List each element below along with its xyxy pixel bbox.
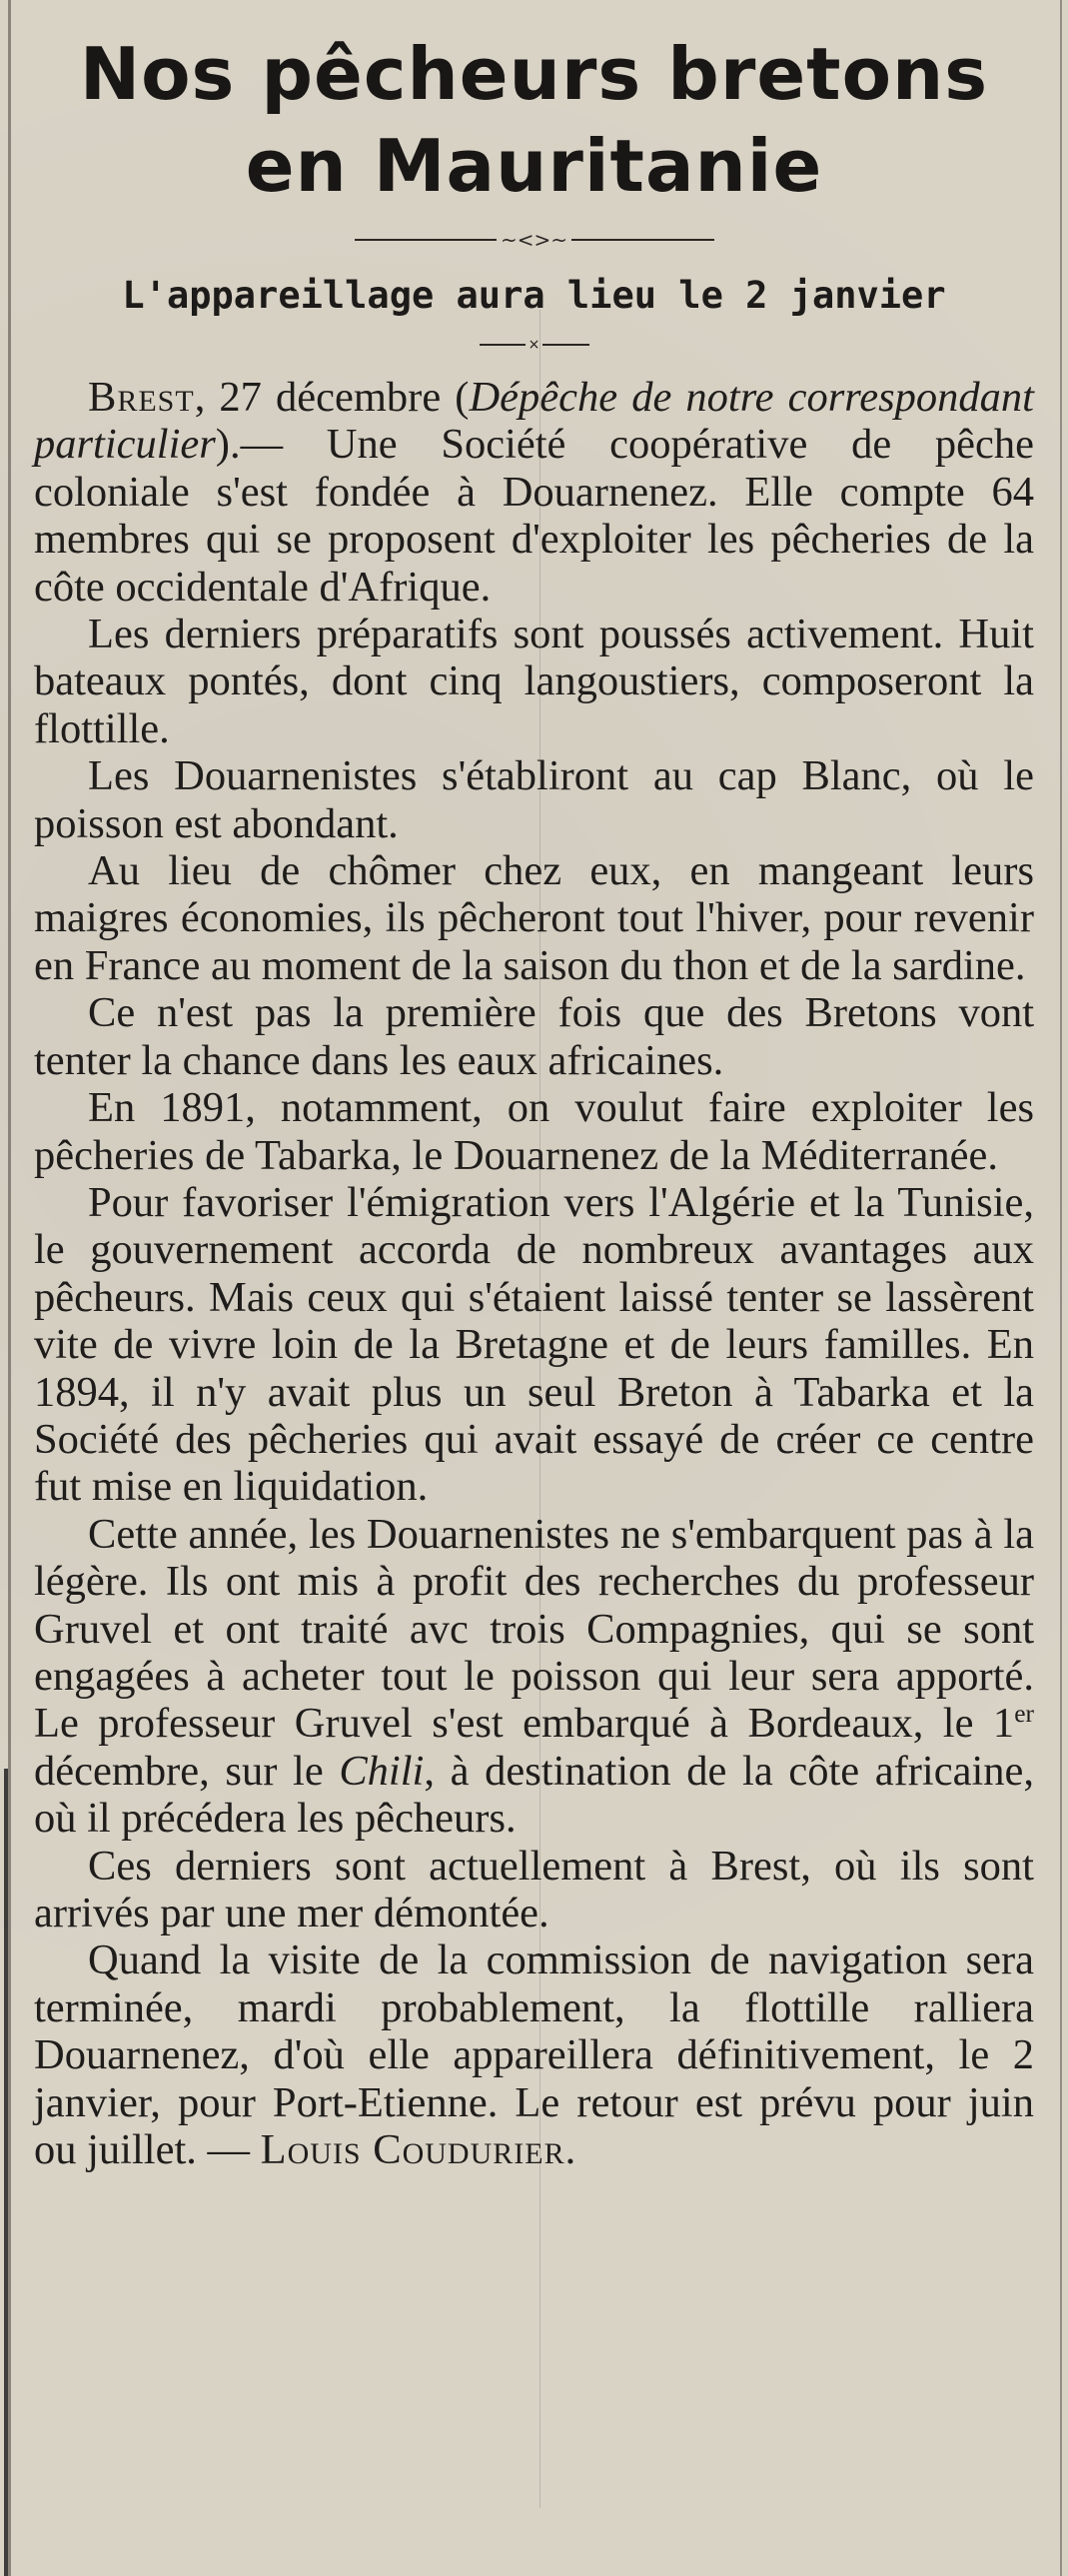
paragraph-6: En 1891, notamment, on voulut faire exploiter les pêcheries de Tabarka, le Douarnenez de la Méditerranée. [34,1084,1034,1179]
ornament-line-left [355,239,497,241]
paragraph-5: Ce n'est pas la première fois que des Bretons vont tenter la chance dans les eaux africaines. [34,989,1034,1084]
dateline-dispatch: Dépêche de notre correspondant particulier [34,374,1034,469]
paragraph-10 [34,1936,1034,2173]
headline-ornament-rule [355,230,714,250]
ordinal-superscript: er [1014,1699,1034,1729]
paragraph-8 [34,1511,1034,1843]
small-ornament-line-left [480,344,526,346]
paragraph-8-text-c: , à destination de la côte africaine, où il précédera les pêcheurs. [34,1747,1034,1843]
page-edge-right [1060,0,1062,2576]
column-rule-left [4,1769,8,2576]
paragraph-8-text-b: décembre, sur le [34,1747,340,1795]
headline-line-1: Nos pêcheurs bretons [79,32,989,116]
paragraph-10-end: . [564,2126,576,2174]
headline-line-2: en Mauritanie [245,124,823,208]
paragraph-2: Les derniers préparatifs sont poussés activement. Huit bateaux pontés, dont cinq langoustiers, composeront la flottille. [34,611,1034,752]
paragraph-9: Ces derniers sont actuellement à Brest, où ils sont arrivés par une mer démontée. [34,1842,1034,1936]
paragraph-4: Au lieu de chômer chez eux, en mangeant leurs maigres économies, ils pêcheront tout l'hiver, pour revenir en France au moment de la saison du thon et de la sardine. [34,847,1034,989]
small-ornament-icon: × [528,337,540,353]
paragraph-3: Les Douarnenistes s'établiront au cap Blanc, où le poisson est abondant. [34,752,1034,847]
ship-name: Chili [339,1747,425,1795]
page-edge-left [8,0,11,2576]
small-ornament-line-right [542,344,588,346]
paragraph-7: Pour favoriser l'émigration vers l'Algérie et la Tunisie, le gouvernement accorda de nombreux avantages aux pêcheurs. Mais ceux qui s'étaient laissé tenter se lassèrent vite de vivre loin de la Bretagne et de leurs familles. En 1894, il n'y avait plus un seul Breton à Tabarka et la Société des pêcheries qui avait essayé de créer ce centre fut mise en liquidation. [34,1178,1034,1511]
paragraph-1 [34,374,1034,611]
paper-fold-line [539,310,540,2508]
paragraph-8-text-a: Cette année, les Douarnenistes ne s'embarquent pas à la légère. Ils ont mis à profit des recherches du professeur Gruvel et ont traité avc trois Compagnies, qui se sont engagées à acheter tout le poisson qui leur sera apporté. Le professeur Gruvel s'est embarqué à Bordeaux, le 1 [34,1510,1034,1748]
headline [34,28,1034,212]
author-signature: Louis Coudurier [260,2126,565,2174]
paragraph-10-text: Quand la visite de la commission de navigation sera terminée, mardi probablement, la flottille ralliera Douarnenez, d'où elle appareillera définitivement, le 2 janvier, pour Port-Etienne. Le retour est prévu pour juin ou juillet. — [34,1936,1034,2174]
subhead-ornament-rule [480,338,589,352]
subheadline: L'appareillage aura lieu le 2 janvier [122,274,946,317]
ornament-icon: ~<>~ [500,228,568,252]
dateline-place: Brest [88,374,195,421]
ornament-line-right [571,239,713,241]
paragraph-1-text: ).— Une Société coopérative de pêche coloniale s'est fondée à Douarnenez. Elle compte 64 membres qui se proposent d'exploiter les pêcheries de la côte occidentale d'Afrique. [34,421,1034,611]
dateline-date: , 27 décembre ( [194,374,470,421]
article-body [34,374,1034,2173]
